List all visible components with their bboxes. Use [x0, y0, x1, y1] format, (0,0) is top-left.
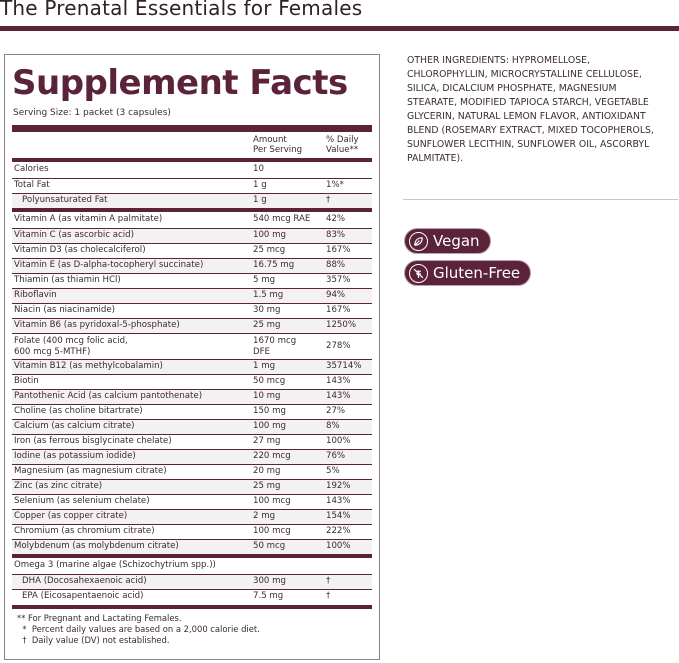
footnote: † Daily value (DV) not established.	[17, 635, 170, 645]
nutrient-dv: 192%	[326, 481, 351, 491]
table-row	[12, 318, 372, 333]
nutrient-dv: †	[326, 195, 331, 205]
nutrient-amount: 540 mcg RAE	[253, 214, 311, 224]
nutrient-name: DHA (Docosahexaenoic acid)	[22, 576, 147, 586]
table-row	[12, 178, 372, 193]
table-row	[12, 589, 372, 604]
table-row	[12, 333, 372, 359]
nutrient-amount: 100 mcg	[253, 496, 291, 506]
nutrient-amount: 300 mg	[253, 576, 286, 586]
thick-divider	[12, 125, 372, 132]
supplement-facts-panel	[4, 54, 380, 660]
nutrient-dv: 83%	[326, 230, 346, 240]
nutrient-amount: 25 mcg	[253, 245, 286, 255]
table-row	[12, 288, 372, 303]
ingredients-text: HYPROMELLOSE, CHLOROPHYLLIN, MICROCRYSTALLINE CELLULOSE, SILICA, DICALCIUM PHOSPHATE, MAGNESIUM STEARATE, MODIFIED TAPIOCA STARCH, VEGETABLE GLYCERIN, NATURAL LEMON FLAVOR, ANTIOXIDANT BLEND (ROSEMARY EXTRACT, MIXED TOCOPHEROLS, SUNFLOWER LECITHIN, SUNFLOWER OIL, ASCORBYL PALMITATE).	[407, 55, 654, 164]
nutrient-amount: 150 mg	[253, 406, 286, 416]
badge-label: Gluten-Free	[433, 264, 521, 282]
nutrient-dv: 27%	[326, 406, 346, 416]
footnote: * Percent daily values are based on a 2,000 calorie diet.	[17, 624, 260, 634]
table-row	[12, 303, 372, 318]
thick-divider	[12, 158, 372, 162]
nutrient-amount: 27 mg	[253, 436, 281, 446]
nutrient-amount: 100 mg	[253, 421, 286, 431]
gluten-free-badge	[404, 260, 531, 286]
nutrient-amount: 100 mg	[253, 230, 286, 240]
nutrient-dv: 94%	[326, 290, 346, 300]
table-row	[12, 419, 372, 434]
table-row	[12, 374, 372, 389]
nutrient-name: Vitamin A (as vitamin A palmitate)	[14, 214, 163, 224]
nutrient-name: Thiamin (as thiamin HCl)	[14, 275, 121, 285]
other-ingredients	[407, 54, 657, 166]
table-row	[12, 389, 372, 404]
nutrient-dv: 88%	[326, 260, 346, 270]
table-row	[12, 509, 372, 524]
vegan-badge	[404, 228, 491, 254]
nutrient-name: Vitamin E (as D-alpha-tocopheryl succinate)	[14, 260, 204, 270]
table-row	[12, 228, 372, 243]
table-row	[12, 163, 372, 178]
nutrient-dv: 1250%	[326, 320, 357, 330]
nutrient-name: Vitamin B6 (as pyridoxal-5-phosphate)	[14, 320, 180, 330]
nutrient-dv: 35714%	[326, 361, 362, 371]
nutrient-dv: 76%	[326, 451, 346, 461]
table-row	[12, 479, 372, 494]
nutrient-amount: 30 mg	[253, 305, 281, 315]
nutrient-name: EPA (Eicosapentaenoic acid)	[22, 591, 144, 601]
table-row	[12, 539, 372, 554]
nutrient-dv: 100%	[326, 541, 351, 551]
table-row	[12, 404, 372, 419]
table-row	[12, 559, 372, 574]
nutrient-amount: 1.5 mg	[253, 290, 284, 300]
nutrient-name: Iron (as ferrous bisglycinate chelate)	[14, 436, 172, 446]
title-divider	[0, 26, 679, 31]
nutrient-amount: 7.5 mg	[253, 591, 284, 601]
table-row	[12, 524, 372, 539]
nutrient-name: Calcium (as calcium citrate)	[14, 421, 135, 431]
page-title: The Prenatal Essentials for Females	[0, 0, 363, 20]
ingredients-label: OTHER INGREDIENTS:	[407, 55, 509, 66]
nutrient-amount: 1 g	[253, 195, 267, 205]
nutrient-dv: 278%	[326, 341, 351, 351]
nutrient-name: Omega 3 (marine algae (Schizochytrium spp.))	[14, 560, 216, 570]
column-header-dv: % Daily Value**	[326, 135, 359, 155]
nutrient-amount: 10	[253, 164, 264, 174]
nutrient-name: Niacin (as niacinamide)	[14, 305, 115, 315]
nutrient-dv: 100%	[326, 436, 351, 446]
nutrient-name: Riboflavin	[14, 290, 57, 300]
nutrient-amount: 100 mcg	[253, 526, 291, 536]
table-row	[12, 213, 372, 228]
nutrient-amount: 1 g	[253, 180, 267, 190]
nutrient-name: Vitamin D3 (as cholecalciferol)	[14, 245, 146, 255]
nutrient-name: Chromium (as chromium citrate)	[14, 526, 155, 536]
nutrient-name: Choline (as choline bitartrate)	[14, 406, 143, 416]
nutrient-dv: †	[326, 591, 331, 601]
table-row	[12, 464, 372, 479]
thick-divider	[12, 605, 372, 609]
table-row	[12, 258, 372, 273]
nutrient-name: Total Fat	[14, 180, 50, 190]
nutrient-dv: 357%	[326, 275, 351, 285]
nutrient-amount: 25 mg	[253, 481, 281, 491]
nutrient-name: Selenium (as selenium chelate)	[14, 496, 150, 506]
table-row	[12, 243, 372, 258]
nutrient-name: Copper (as copper citrate)	[14, 511, 128, 521]
facts-heading: Supplement Facts	[12, 63, 348, 103]
nutrient-name: Molybdenum (as molybdenum citrate)	[14, 541, 179, 551]
footnote: ** For Pregnant and Lactating Females.	[17, 613, 182, 623]
nutrient-amount: 25 mg	[253, 320, 281, 330]
table-row	[12, 273, 372, 288]
nutrient-amount: 20 mg	[253, 466, 281, 476]
nutrient-dv: 167%	[326, 245, 351, 255]
nutrient-amount: 1 mg	[253, 361, 276, 371]
leaf-icon	[409, 232, 428, 251]
divider	[403, 199, 678, 200]
nutrient-name: Zinc (as zinc citrate)	[14, 481, 103, 491]
nutrient-dv: 5%	[326, 466, 340, 476]
table-row	[12, 449, 372, 464]
nutrient-name: Vitamin B12 (as methylcobalamin)	[14, 361, 163, 371]
nutrient-name: Magnesium (as magnesium citrate)	[14, 466, 167, 476]
nutrient-amount: 50 mcg	[253, 541, 286, 551]
nutrient-amount: 1670 mcg DFE	[253, 336, 297, 357]
nutrient-amount: 220 mcg	[253, 451, 291, 461]
badge-label: Vegan	[433, 232, 480, 250]
table-row	[12, 574, 372, 589]
nutrient-dv: 42%	[326, 214, 346, 224]
nutrient-amount: 16.75 mg	[253, 260, 295, 270]
thick-divider	[12, 208, 372, 212]
nutrient-dv: 222%	[326, 526, 351, 536]
nutrient-name: Iodine (as potassium iodide)	[14, 451, 136, 461]
nutrient-name: Folate (400 mcg folic acid, 600 mcg 5-MTHF)	[14, 336, 128, 357]
nutrient-amount: 5 mg	[253, 275, 276, 285]
table-row	[12, 193, 372, 208]
table-row	[12, 434, 372, 449]
nutrient-dv: 143%	[326, 376, 351, 386]
nutrient-dv: 143%	[326, 496, 351, 506]
no-wheat-icon	[409, 264, 428, 283]
nutrient-dv: 1%*	[326, 180, 344, 190]
nutrient-name: Pantothenic Acid (as calcium pantothenate)	[14, 391, 203, 401]
nutrient-dv: 8%	[326, 421, 340, 431]
nutrient-name: Vitamin C (as ascorbic acid)	[14, 230, 134, 240]
thick-divider	[12, 554, 372, 558]
nutrient-name: Calories	[14, 164, 49, 174]
nutrient-dv: 154%	[326, 511, 351, 521]
column-header-amount: Amount Per Serving	[253, 135, 303, 155]
nutrient-dv: 167%	[326, 305, 351, 315]
serving-size: Serving Size: 1 packet (3 capsules)	[13, 108, 171, 118]
nutrient-amount: 2 mg	[253, 511, 276, 521]
nutrient-dv: 143%	[326, 391, 351, 401]
nutrient-dv: †	[326, 576, 331, 586]
nutrient-amount: 10 mg	[253, 391, 281, 401]
table-row	[12, 359, 372, 374]
nutrient-name: Polyunsaturated Fat	[22, 195, 108, 205]
table-row	[12, 494, 372, 509]
nutrient-amount: 50 mcg	[253, 376, 286, 386]
nutrient-name: Biotin	[14, 376, 39, 386]
